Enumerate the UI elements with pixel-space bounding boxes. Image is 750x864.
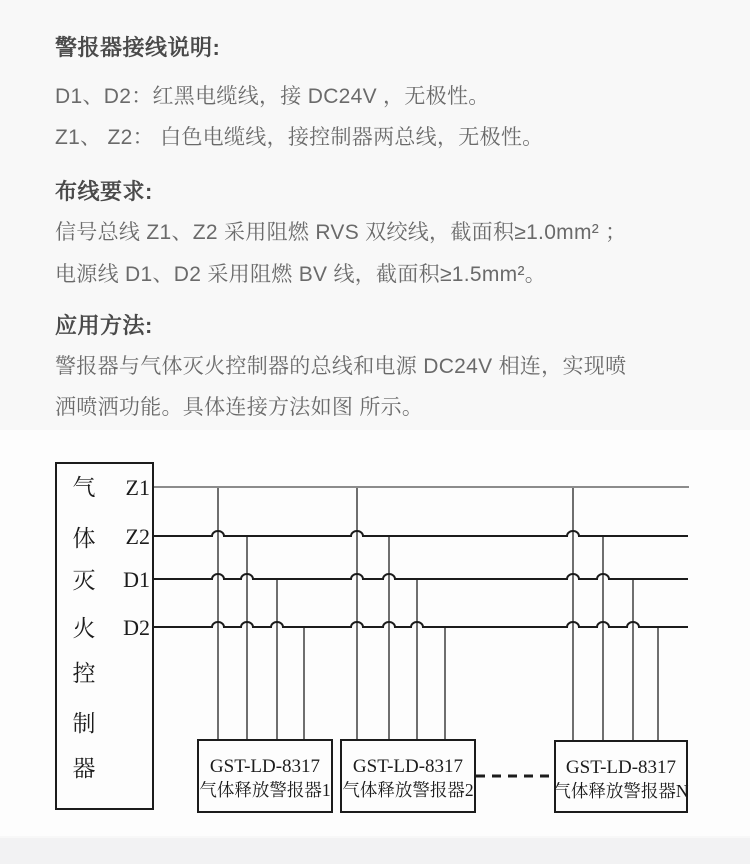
controller-label-char: 灭 <box>72 568 96 593</box>
alarm-model-label: GST-LD-8317 <box>352 756 464 777</box>
cabling-req-heading: 布线要求: <box>55 179 153 204</box>
wiring-note-line-z: Z1、 Z2： 白色电缆线，接控制器两总线，无极性。 <box>55 126 544 149</box>
controller-label-char: 控 <box>72 661 96 686</box>
cabling-req-line-power: 电源线 D1、D2 采用阻燃 BV 线，截面积≥1.5mm²。 <box>55 263 547 286</box>
alarm-name-label: 气体释放警报器N <box>553 781 689 801</box>
alarm-name-label: 气体释放警报器1 <box>199 780 331 800</box>
application-line-1: 警报器与气体灭火控制器的总线和电源 DC24V 相连，实现喷 <box>55 355 627 378</box>
alarm-model-label: GST-LD-8317 <box>565 757 677 778</box>
terminal-label-D1: D1 <box>123 567 150 592</box>
wiring-diagram <box>0 428 750 838</box>
terminal-label-D2: D2 <box>123 615 150 640</box>
terminal-label-Z1: Z1 <box>125 475 150 500</box>
alarm-name-label: 气体释放警报器2 <box>342 780 474 800</box>
application-heading: 应用方法: <box>55 313 153 338</box>
controller-label-char: 体 <box>72 526 96 551</box>
terminal-label-Z2: Z2 <box>125 524 150 549</box>
wiring-note-heading: 警报器接线说明: <box>55 35 221 60</box>
cabling-req-line-signal: 信号总线 Z1、Z2 采用阻燃 RVS 双绞线，截面积≥1.0mm² ； <box>55 221 627 244</box>
application-line-2: 洒喷洒功能。具体连接方法如图 所示。 <box>55 396 424 419</box>
wiring-diagram-svg <box>0 428 750 838</box>
controller-label-char: 器 <box>72 756 96 781</box>
wiring-note-line-d: D1、D2：红黑电缆线，接 DC24V ，无极性。 <box>55 85 490 108</box>
controller-label-char: 制 <box>72 711 96 736</box>
controller-label-char: 气 <box>72 475 96 500</box>
page-footer-strip <box>0 838 750 864</box>
controller-label-char: 火 <box>72 616 96 641</box>
alarm-model-label: GST-LD-8317 <box>209 756 321 777</box>
